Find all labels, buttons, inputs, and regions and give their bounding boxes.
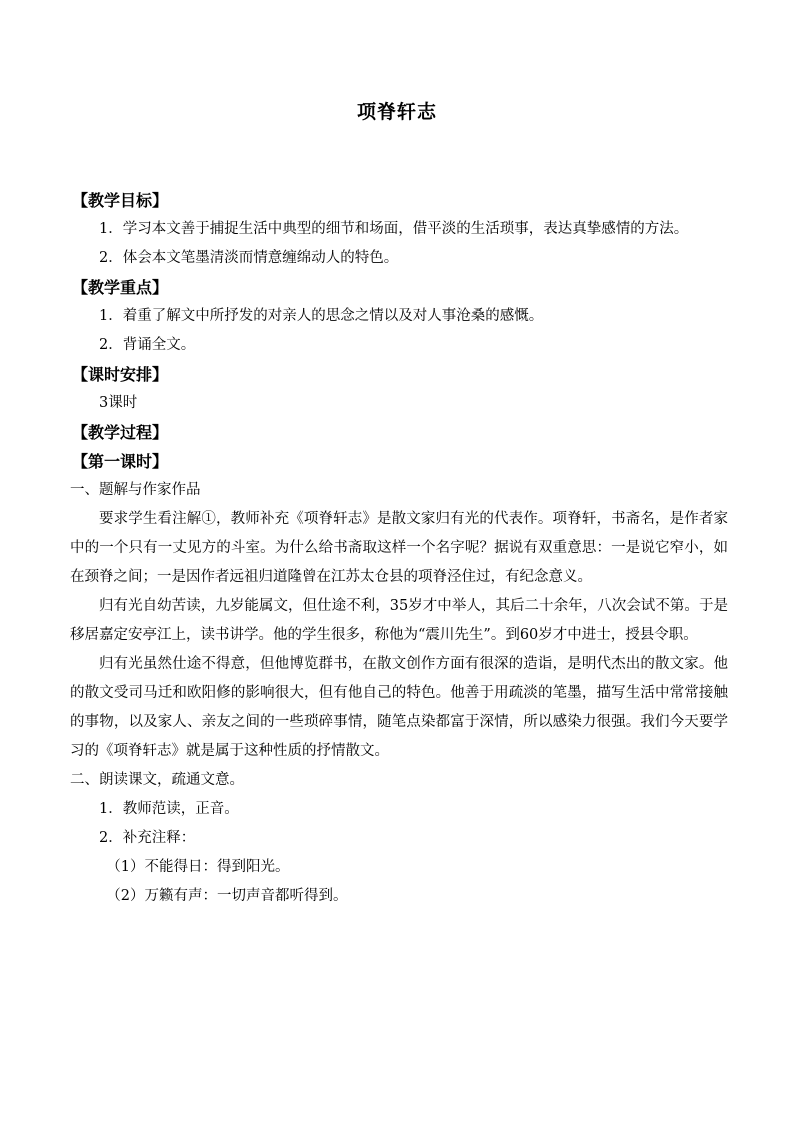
schedule-text: 3课时 bbox=[99, 395, 138, 411]
reading-step-1: 1．教师范读，正音。 bbox=[99, 801, 239, 817]
objective-item-1: 1．学习本文善于捕捉生活中典型的细节和场面，借平淡的生活琐事，表达真挚感情的方法。 bbox=[99, 221, 689, 237]
section-heading-key-points: 【教学重点】 bbox=[72, 278, 169, 297]
reading-step-2: 2．补充注释： bbox=[99, 830, 196, 846]
paragraph-biography: 归有光自幼苦读，九岁能属文，但仕途不利，35岁才中举人，其后二十余年，八次会试不第。于是移居嘉定安亭江上，读书讲学。他的学生很多，称他为“震川先生”。到60岁才中进士，授县令职。 bbox=[70, 598, 728, 643]
key-point-item-2: 2．背诵全文。 bbox=[99, 337, 196, 353]
subsection-title-reading: 二、朗读课文，疏通文意。 bbox=[70, 772, 244, 788]
document-body bbox=[70, 186, 728, 911]
section-heading-first-lesson: 【第一课时】 bbox=[72, 452, 169, 471]
annotation-item-2: （2）万籁有声：一切声音都听得到。 bbox=[106, 888, 348, 904]
subsection-title-intro: 一、题解与作家作品 bbox=[70, 482, 201, 498]
paragraph-intro: 要求学生看注解①，教师补充《项脊轩志》是散文家归有光的代表作。项脊轩，书斋名，是作者家中的一个只有一丈见方的斗室。为什么给书斋取这样一个名字呢？据说有双重意思：一是说它窄小，如在颈脊之间；一是因作者远祖归道隆曾在江苏太仓县的项脊泾住过，有纪念意义。 bbox=[70, 511, 728, 585]
section-heading-objectives: 【教学目标】 bbox=[72, 191, 169, 210]
objective-item-2: 2．体会本文笔墨清淡而情意缠绵动人的特色。 bbox=[99, 250, 399, 266]
annotation-item-1: （1）不能得日：得到阳光。 bbox=[106, 859, 290, 875]
key-point-item-1: 1．着重了解文中所抒发的对亲人的思念之情以及对人事沧桑的感慨。 bbox=[99, 308, 544, 324]
section-heading-schedule: 【课时安排】 bbox=[72, 365, 169, 384]
paragraph-style: 归有光虽然仕途不得意，但他博览群书，在散文创作方面有很深的造诣，是明代杰出的散文家。他的散文受司马迁和欧阳修的影响很大，但有他自己的特色。他善于用疏淡的笔墨，描写生活中常常接触的事物，以及家人、亲友之间的一些琐碎事情，随笔点染都富于深情，所以感染力很强。我们今天要学习的《项脊轩志》就是属于这种性质的抒情散文。 bbox=[70, 656, 728, 759]
document-title: 项脊轩志 bbox=[356, 101, 437, 123]
section-heading-process: 【教学过程】 bbox=[72, 423, 169, 442]
